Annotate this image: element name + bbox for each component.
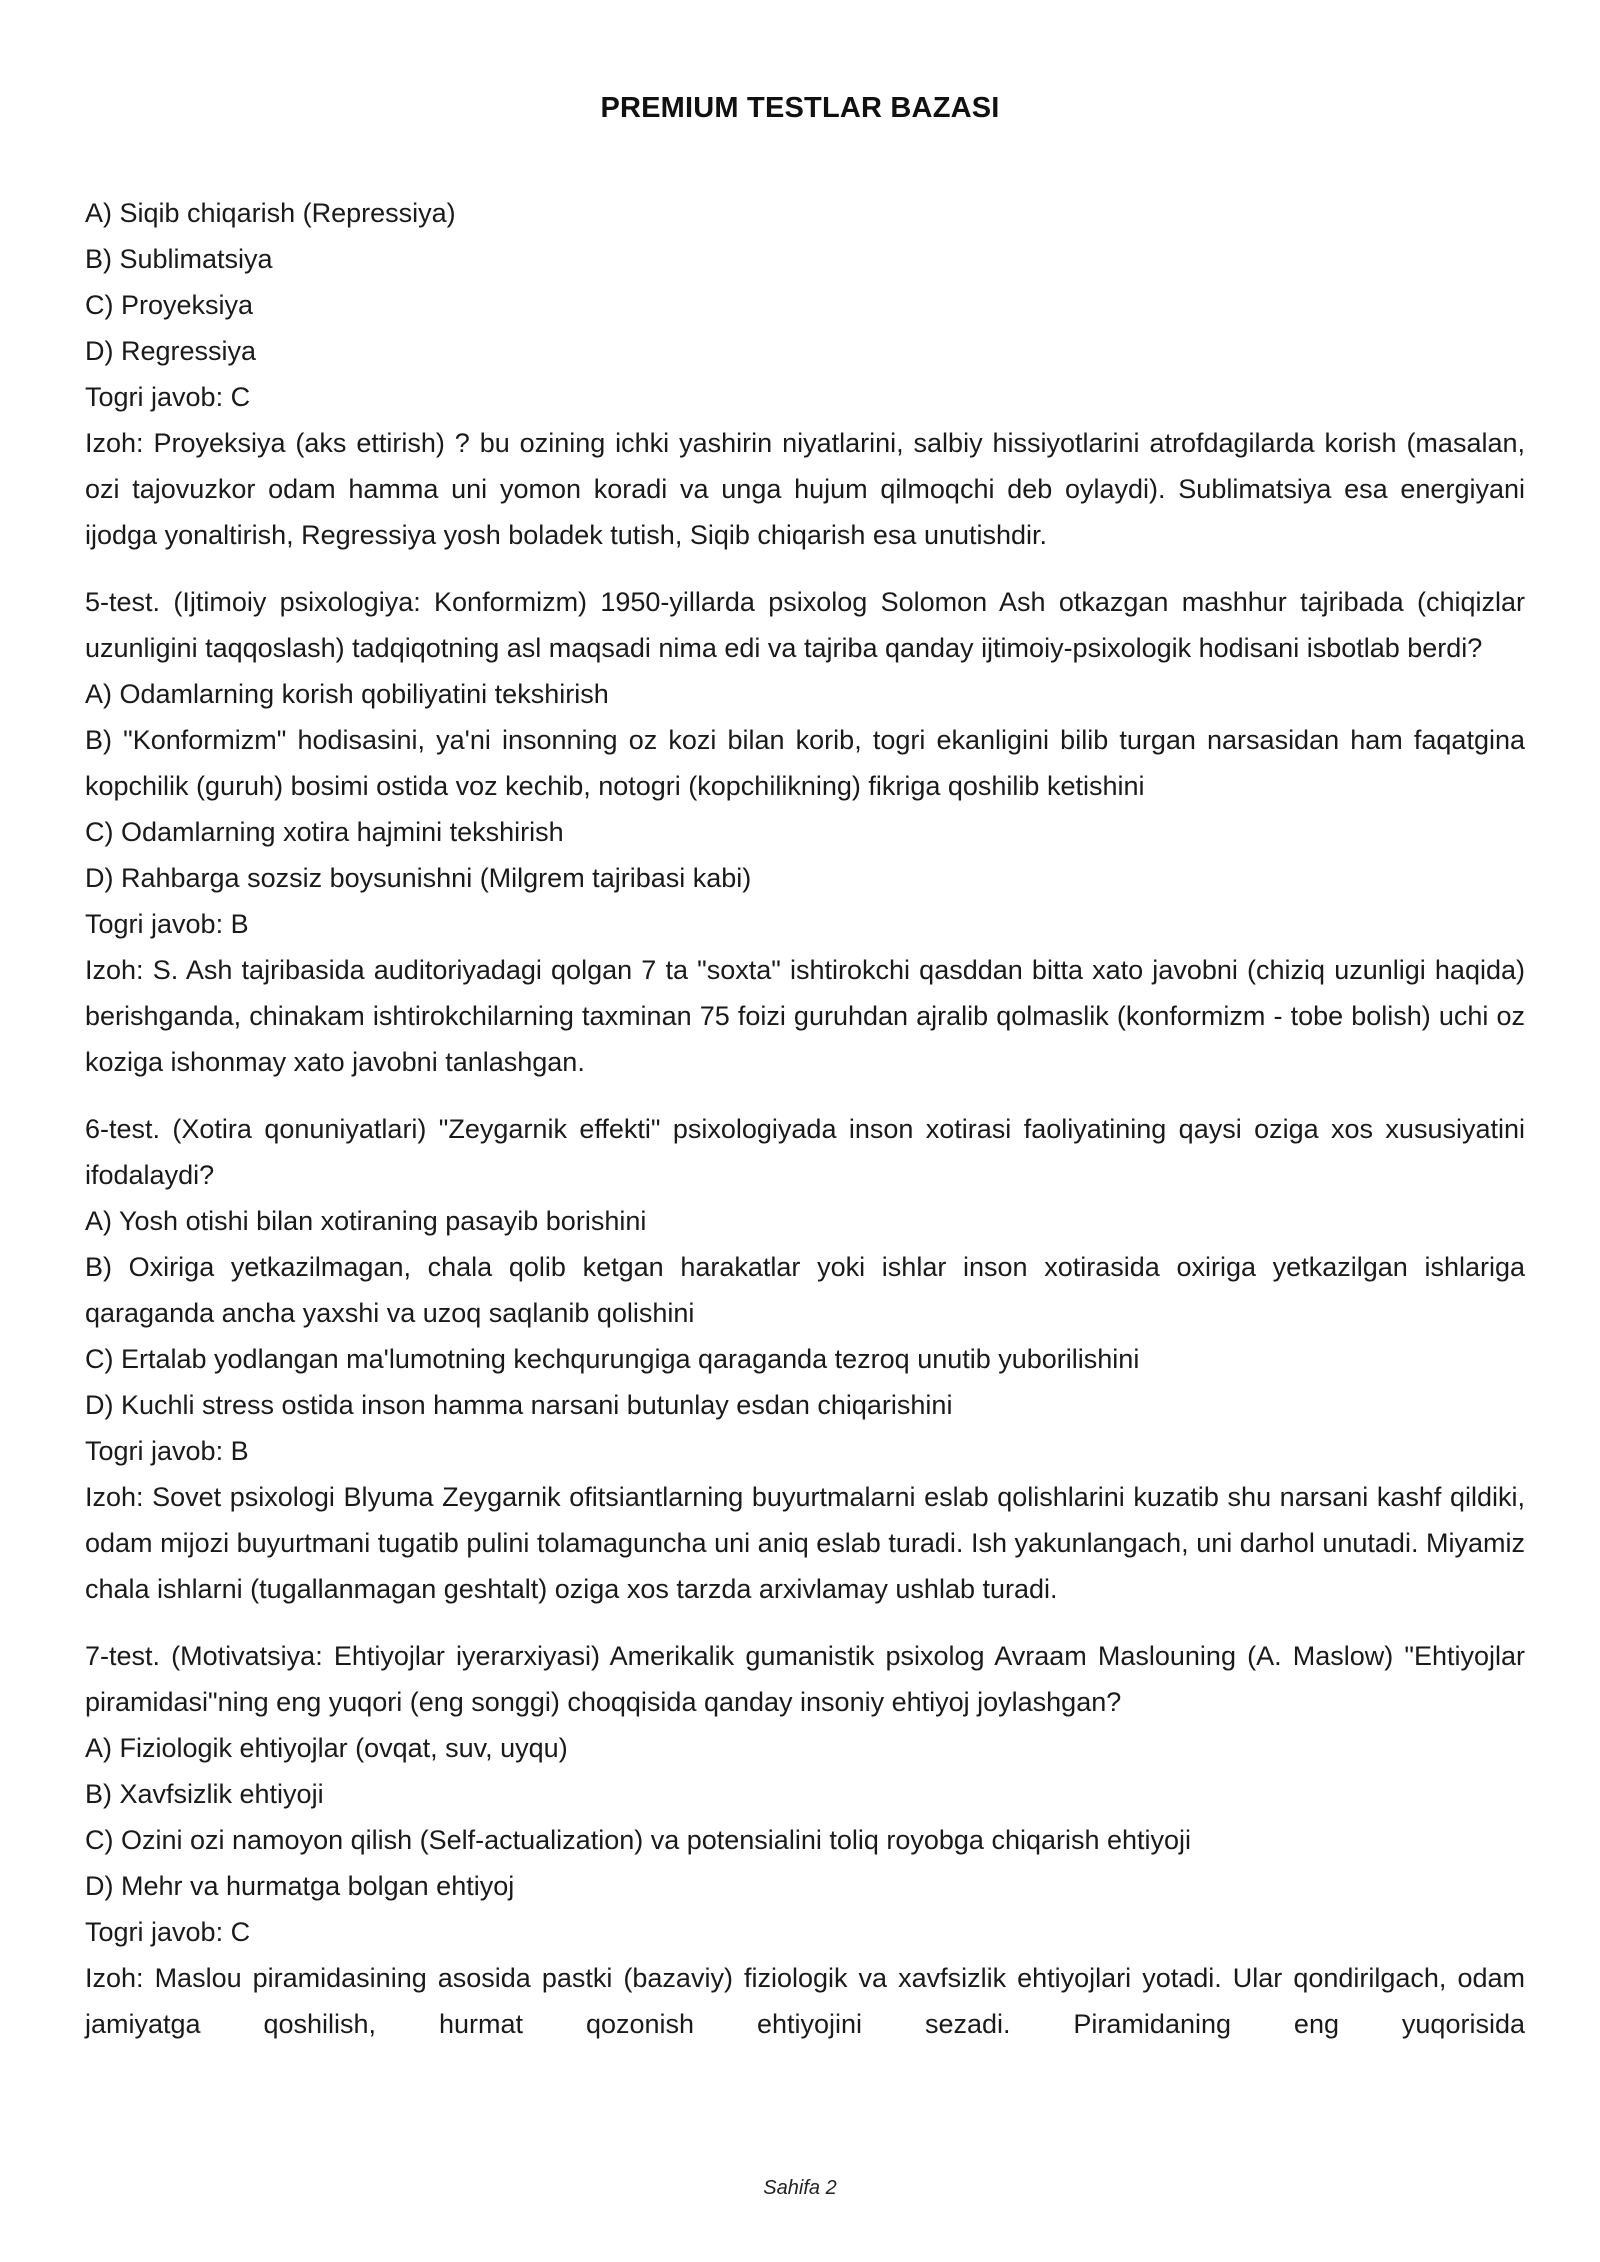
- correct-answer: Togri javob: C: [85, 1917, 251, 1947]
- answer-option-c: C) Proyeksiya: [85, 290, 254, 320]
- answer-option-c: C) Ertalab yodlangan ma'lumotning kechqurungiga qaraganda tezroq unutib yuborilishini: [85, 1344, 1140, 1374]
- question-text: 6-test. (Xotira qonuniyatlari) "Zeygarnik effekti" psixologiyada inson xotirasi faoliyatining qaysi oziga xos xususiyatini ifodalaydi?: [85, 1114, 1525, 1190]
- answer-option-a: A) Odamlarning korish qobiliyatini tekshirish: [85, 679, 609, 709]
- correct-answer: Togri javob: C: [85, 382, 251, 412]
- answer-option-d: D) Regressiya: [85, 336, 257, 366]
- page-title: PREMIUM TESTLAR BAZASI: [600, 92, 1000, 124]
- question-block-5: [85, 579, 1525, 1085]
- question-text: 7-test. (Motivatsiya: Ehtiyojlar iyerarxiyasi) Amerikalik gumanistik psixolog Avraam Maslouning (A. Maslow) "Ehtiyojlar piramidasi"ning eng yuqori (eng songgi) choqqisida qanday insoniy ehtiyoj joylashgan?: [85, 1641, 1525, 1717]
- answer-option-b: B) "Konformizm" hodisasini, ya'ni insonning oz kozi bilan korib, togri ekanligini bilib turgan narsasidan ham faqatgina kopchilik (guruh) bosimi ostida voz kechib, notogri (kopchilikning) fikriga qoshilib ketishini: [85, 725, 1525, 801]
- question-block-7: [85, 1633, 1525, 2047]
- explanation: Izoh: S. Ash tajribasida auditoriyadagi qolgan 7 ta "soxta" ishtirokchi qasddan bitta xato javobni (chiziq uzunligi haqida) berishganda, chinakam ishtirokchilarning taxminan 75 foizi guruhdan ajralib qolmaslik (konformizm - tobe bolish) uchi oz koziga ishonmay xato javobni tanlashgan.: [85, 955, 1525, 1077]
- correct-answer: Togri javob: B: [85, 1436, 249, 1466]
- page-number: Sahifa 2: [763, 2177, 837, 2199]
- answer-option-c: C) Odamlarning xotira hajmini tekshirish: [85, 817, 564, 847]
- explanation: Izoh: Maslou piramidasining asosida pastki (bazaviy) fiziologik va xavfsizlik ehtiyojlari yotadi. Ular qondirilgach, odam jamiyatga qoshilish, hurmat qozonish ehtiyojini sezadi. Piramidaning eng yuqorisida: [85, 1963, 1525, 2039]
- answer-option-a: A) Fiziologik ehtiyojlar (ovqat, suv, uyqu): [85, 1733, 568, 1763]
- question-block-6: [85, 1106, 1525, 1612]
- answer-option-a: A) Siqib chiqarish (Repressiya): [85, 198, 456, 228]
- answer-option-b: B) Xavfsizlik ehtiyoji: [85, 1779, 324, 1809]
- question-text: 5-test. (Ijtimoiy psixologiya: Konformizm) 1950-yillarda psixolog Solomon Ash otkazgan mashhur tajribada (chiqizlar uzunligini taqqoslash) tadqiqotning asl maqsadi nima edi va tajriba qanday ijtimoiy-psixologik hodisani isbotlab berdi?: [85, 587, 1525, 663]
- answer-option-b: B) Sublimatsiya: [85, 244, 273, 274]
- answer-option-c: C) Ozini ozi namoyon qilish (Self-actualization) va potensialini toliq royobga chiqarish ehtiyoji: [85, 1825, 1192, 1855]
- answer-option-b: B) Oxiriga yetkazilmagan, chala qolib ketgan harakatlar yoki ishlar inson xotirasida oxiriga yetkazilgan ishlariga qaraganda ancha yaxshi va uzoq saqlanib qolishini: [85, 1252, 1525, 1328]
- document-body: [85, 190, 1525, 2068]
- answer-option-d: D) Kuchli stress ostida inson hamma narsani butunlay esdan chiqarishini: [85, 1390, 953, 1420]
- explanation: Izoh: Sovet psixologi Blyuma Zeygarnik ofitsiantlarning buyurtmalarni eslab qolishlarini kuzatib shu narsani kashf qildiki, odam mijozi buyurtmani tugatib pulini tolamaguncha uni aniq eslab turadi. Ish yakunlangach, uni darhol unutadi. Miyamiz chala ishlarni (tugallanmagan geshtalt) oziga xos tarzda arxivlamay ushlab turadi.: [85, 1482, 1525, 1604]
- answer-option-d: D) Rahbarga sozsiz boysunishni (Milgrem tajribasi kabi): [85, 863, 752, 893]
- question-block-4: [85, 190, 1525, 558]
- answer-option-d: D) Mehr va hurmatga bolgan ehtiyoj: [85, 1871, 515, 1901]
- answer-option-a: A) Yosh otishi bilan xotiraning pasayib borishini: [85, 1206, 647, 1236]
- correct-answer: Togri javob: B: [85, 909, 249, 939]
- explanation: Izoh: Proyeksiya (aks ettirish) ? bu ozining ichki yashirin niyatlarini, salbiy hissiyotlarini atrofdagilarda korish (masalan, ozi tajovuzkor odam hamma uni yomon koradi va unga hujum qilmoqchi deb oylaydi). Sublimatsiya esa energiyani ijodga yonaltirish, Regressiya yosh boladek tutish, Siqib chiqarish esa unutishdir.: [85, 428, 1525, 550]
